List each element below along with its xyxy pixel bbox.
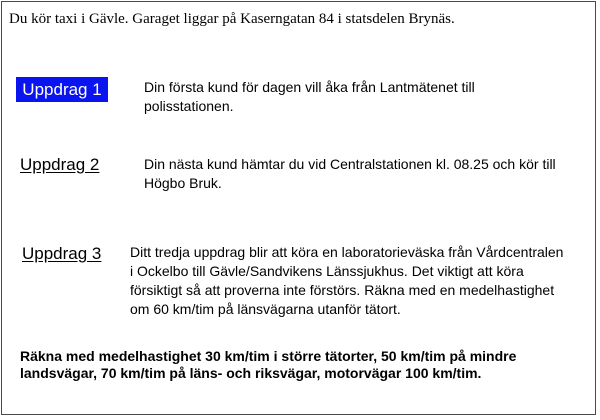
assignment-3-description: Ditt tredja uppdrag blir att köra en laboratorieväska från Vårdcentralen i Ockelbo till Gävle/Sandvikens Länssjukhus. Det viktigt att köra försiktigt så att proverna inte förstörs. Räkna med en medelhastighet om 60 km/tim på länsvägarna utanför tätort. bbox=[130, 244, 564, 317]
assignment-1-description: Din första kund för dagen vill åka från Lantmätenet till polisstationen. bbox=[144, 79, 475, 114]
tab-uppdrag-1[interactable]: Uppdrag 1 bbox=[16, 77, 108, 102]
assignment-2-description: Din nästa kund hämtar du vid Centralstationen kl. 08.25 och kör till Högbo Bruk. bbox=[144, 156, 556, 191]
intro-text: Du kör taxi i Gävle. Garaget liggar på Kaserngatan 84 i statsdelen Brynäs. bbox=[9, 11, 455, 27]
tab-uppdrag-3[interactable]: Uppdrag 3 bbox=[22, 244, 102, 263]
tab-uppdrag-2[interactable]: Uppdrag 2 bbox=[20, 155, 100, 174]
speed-note: Räkna med medelhastighet 30 km/tim i större tätorter, 50 km/tim på mindre landsvägar, 70 km/tim på läns- och riksvägar, motorvägar 100 km/tim. bbox=[20, 348, 517, 381]
